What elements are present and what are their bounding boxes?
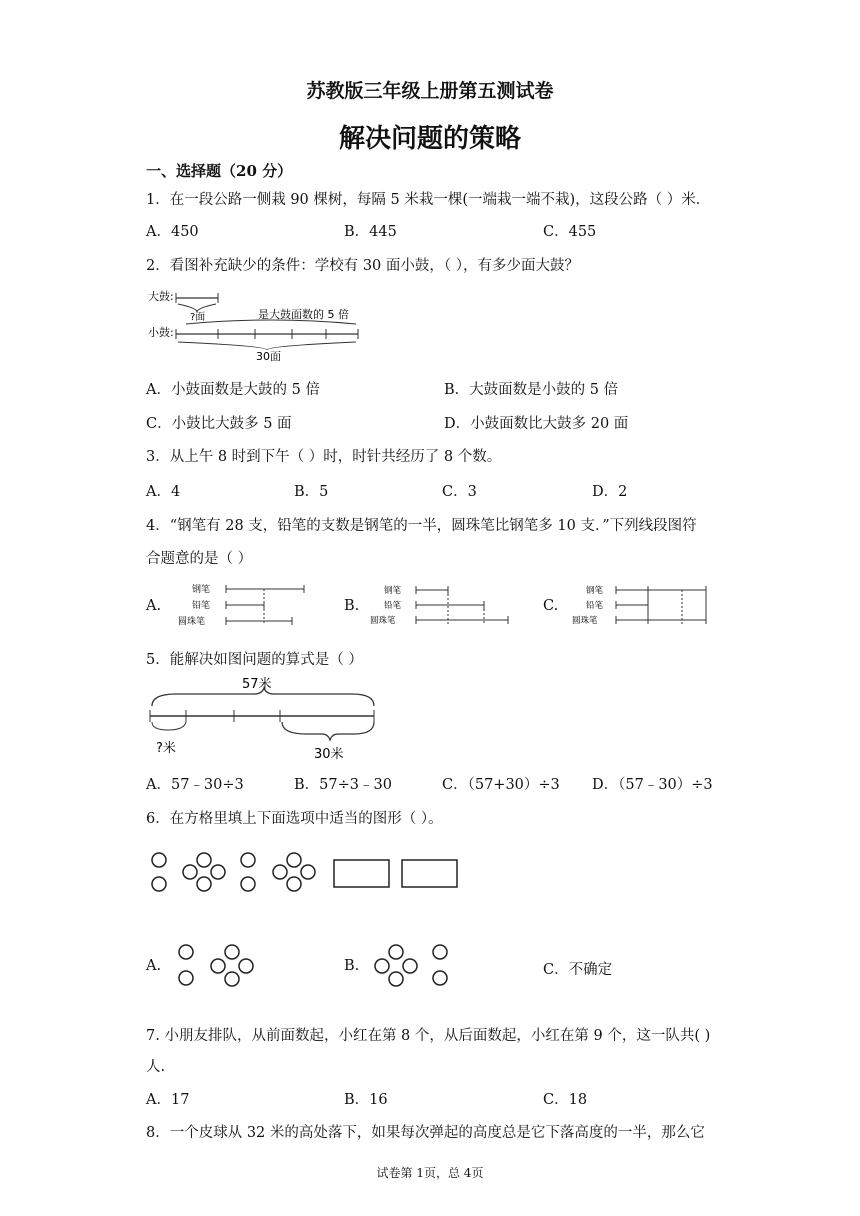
q6-option-a-shapes <box>172 940 272 992</box>
q2-note: 是大鼓面数的 5 倍 <box>258 308 349 321</box>
q6-option-c[interactable]: C．不确定 <box>543 962 613 978</box>
q5-question-label: ?米 <box>156 741 176 756</box>
question-8: 8．一个皮球从 32 米的高处落下，如果每次弹起的高度总是它下落高度的一半，那么它 <box>146 1125 705 1141</box>
q7-option-c[interactable]: C．18 <box>543 1092 588 1108</box>
q2-option-d[interactable]: D．小鼓面数比大鼓多 20 面 <box>444 416 629 432</box>
q4-a-label-pen: 钢笔 <box>192 585 211 595</box>
q7-option-b[interactable]: B．16 <box>344 1092 388 1108</box>
q4-a-label-ballpen: 圆珠笔 <box>178 617 206 627</box>
q3-option-a[interactable]: A．4 <box>146 484 181 500</box>
q2-option-c[interactable]: C．小鼓比大鼓多 5 面 <box>146 416 292 432</box>
q5-option-d[interactable]: D．（57﹣30）÷3 <box>592 777 713 793</box>
q6-option-a[interactable]: A. <box>146 958 162 974</box>
q3-option-c[interactable]: C．3 <box>442 484 477 500</box>
q4-diagram-a <box>174 580 314 632</box>
q2-question-label: ?面 <box>190 312 206 323</box>
q6-option-b-shapes <box>368 940 458 992</box>
question-1: 1．在一段公路一侧栽 90 棵树，每隔 5 米栽一棵(一端栽一端不栽)，这段公路（ ）米． <box>146 192 711 208</box>
q4-option-c[interactable]: C. <box>543 598 559 614</box>
question-6: 6．在方格里填上下面选项中适当的图形（ ）。 <box>146 811 443 827</box>
q1-option-b[interactable]: B．445 <box>344 224 397 240</box>
q2-diagram <box>146 286 366 366</box>
page-subtitle: 解决问题的策略 <box>338 124 521 154</box>
q3-option-b[interactable]: B．5 <box>294 484 329 500</box>
question-5: 5．能解决如图问题的算式是（ ） <box>146 652 363 668</box>
q4-c-label-ballpen: 圆珠笔 <box>572 616 598 626</box>
section-heading: 一、选择题（20 分） <box>146 162 293 180</box>
question-7-line2: 人. <box>146 1059 166 1075</box>
q2-total-label: 30面 <box>256 350 281 363</box>
q4-option-b[interactable]: B. <box>344 598 360 614</box>
q5-option-b[interactable]: B．57÷3﹣30 <box>294 777 392 793</box>
q5-option-a[interactable]: A．57﹣30÷3 <box>146 777 244 793</box>
q4-c-label-pencil: 铅笔 <box>586 601 604 611</box>
svg-text::: : <box>170 326 174 339</box>
q4-option-a[interactable]: A. <box>146 598 162 614</box>
question-2: 2．看图补充缺少的条件：学校有 30 面小鼓，（ ），有多少面大鼓？ <box>146 258 580 274</box>
q4-diagram-c <box>570 582 710 632</box>
q1-option-c[interactable]: C．455 <box>543 224 597 240</box>
q1-option-a[interactable]: A．450 <box>146 224 199 240</box>
question-7-line1: 7. 小朋友排队，从前面数起，小红在第 8 个，从后面数起，小红在第 9 个，这一队共( ) <box>146 1028 711 1044</box>
question-3: 3．从上午 8 时到下午（ ）时，时针共经历了 8 个数。 <box>146 449 502 465</box>
q2-option-b[interactable]: B．大鼓面数是小鼓的 5 倍 <box>444 382 619 398</box>
q4-b-label-pencil: 铅笔 <box>384 601 402 611</box>
q2-big-label: 大鼓 <box>148 290 170 303</box>
q4-b-label-ballpen: 圆珠笔 <box>370 616 396 626</box>
q4-a-label-pencil: 铅笔 <box>192 601 211 611</box>
q5-option-c[interactable]: C．（57+30）÷3 <box>442 777 560 793</box>
svg-text::: : <box>170 290 174 303</box>
q2-option-a[interactable]: A．小鼓面数是大鼓的 5 倍 <box>146 382 320 398</box>
q4-diagram-b <box>368 582 513 632</box>
q5-part-label: 30米 <box>314 747 344 762</box>
q6-option-b[interactable]: B. <box>344 958 360 974</box>
page-title: 苏教版三年级上册第五测试卷 <box>306 80 554 102</box>
page-footer: 试卷第 1页，总 4页 <box>376 1166 484 1180</box>
question-4-line2: 合题意的是（ ） <box>146 551 253 567</box>
q7-option-a[interactable]: A．17 <box>146 1092 190 1108</box>
q6-pattern <box>146 846 466 898</box>
q4-c-label-pen: 钢笔 <box>586 586 604 596</box>
q5-total-label: 57米 <box>242 677 272 692</box>
question-4-line1: 4．“钢笔有 28 支，铅笔的支数是钢笔的一半，圆珠笔比钢笔多 10 支．”下列线段图符 <box>146 518 697 534</box>
q5-diagram <box>146 674 381 766</box>
q4-b-label-pen: 钢笔 <box>384 586 402 596</box>
q3-option-d[interactable]: D．2 <box>592 484 628 500</box>
q2-small-label: 小鼓 <box>148 326 170 339</box>
